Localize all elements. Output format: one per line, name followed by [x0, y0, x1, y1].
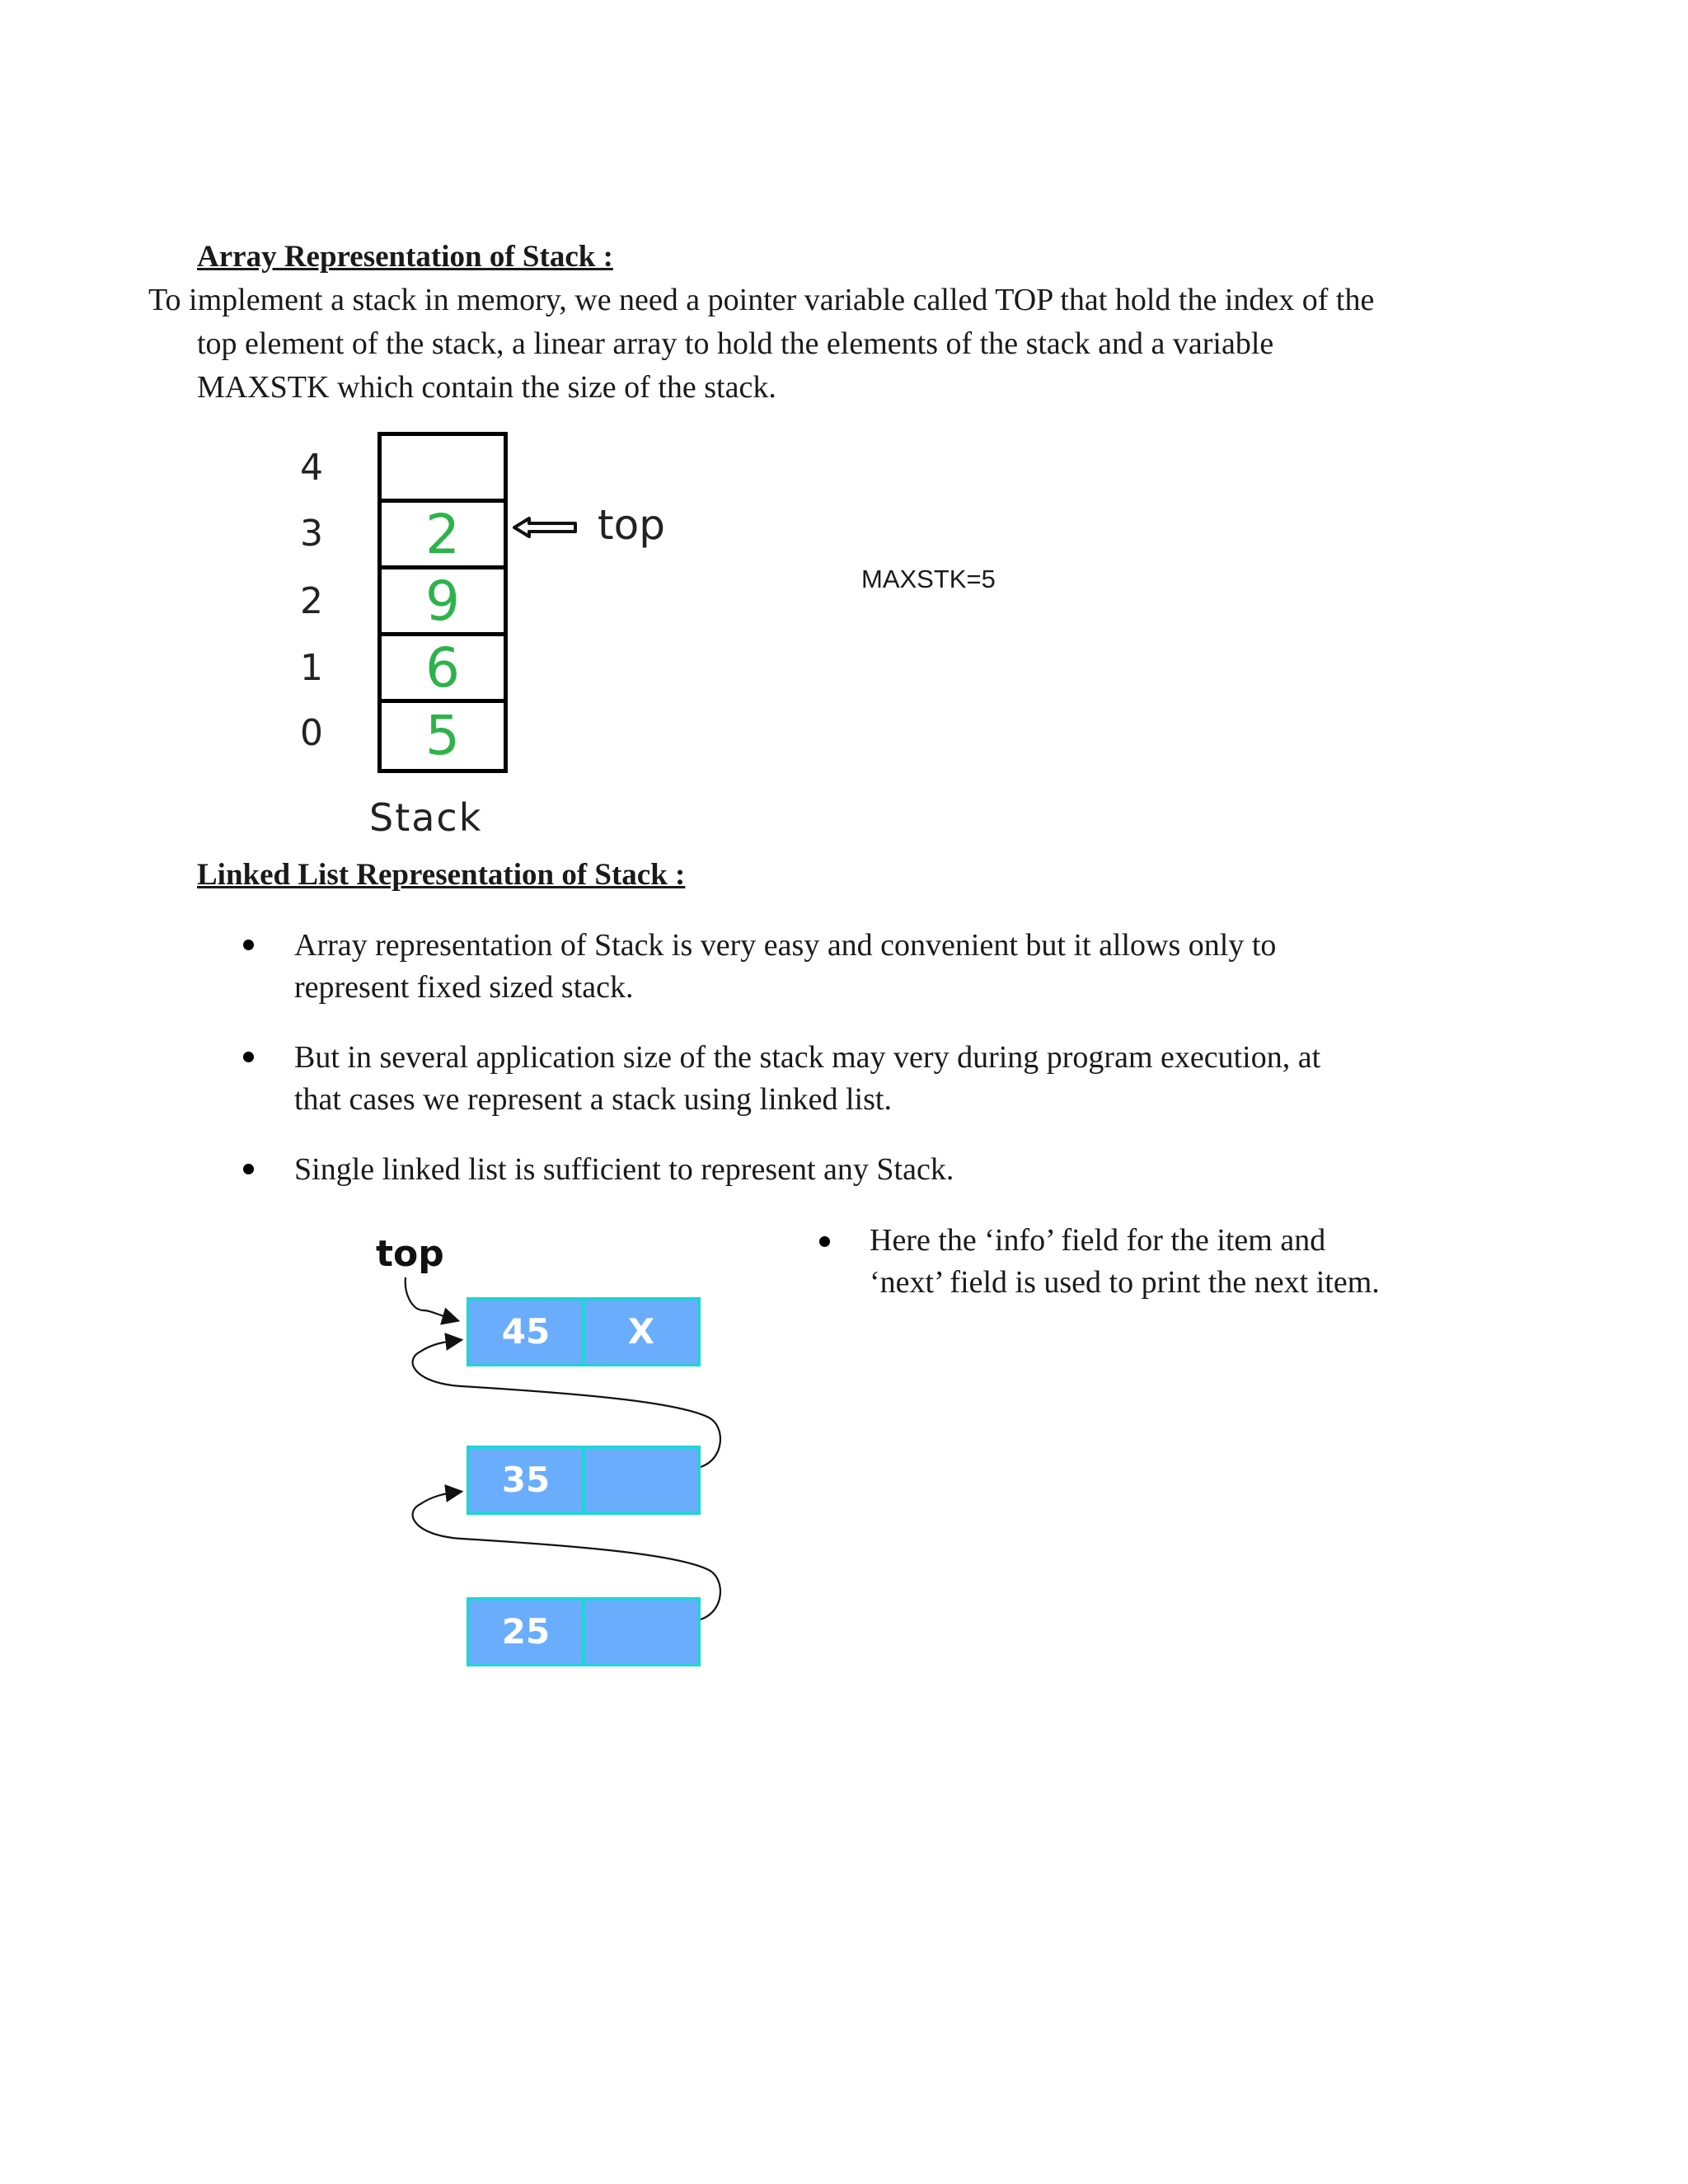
intro-line-2: top element of the stack, a linear array to hold the elements of the stack and a variable	[197, 326, 1274, 361]
index-label: 0	[300, 712, 323, 754]
bullet-item	[294, 925, 1531, 1009]
index-label: 2	[300, 580, 323, 622]
node-next-field	[585, 1601, 697, 1663]
index-label: 4	[300, 447, 323, 489]
intro-paragraph	[148, 279, 1550, 410]
side-bullet-item	[870, 1220, 1529, 1304]
maxstk-label: MAXSTK=5	[861, 565, 996, 593]
list-node	[467, 1597, 701, 1666]
section-heading-linked: Linked List Representation of Stack :	[197, 858, 686, 892]
stack-cell: 2	[382, 503, 504, 569]
node-info-field: 45	[470, 1301, 585, 1363]
bullet-line: Single linked list is sufficient to represent any Stack.	[294, 1152, 954, 1187]
node-next-field	[585, 1449, 697, 1511]
bullet-item	[294, 1149, 1531, 1191]
stack-caption: Stack	[369, 795, 483, 840]
bullet-line: represent fixed sized stack.	[294, 970, 634, 1005]
index-label: 3	[300, 513, 323, 555]
top-label: top	[376, 1233, 444, 1275]
intro-line-3: MAXSTK which contain the size of the stack.	[197, 370, 776, 405]
bullet-dot	[819, 1236, 830, 1247]
node-info-field: 35	[470, 1449, 585, 1511]
bullet-item	[294, 1037, 1531, 1121]
bullet-line: ‘next’ field is used to print the next item.	[870, 1265, 1380, 1300]
stack-cell	[382, 436, 504, 503]
bullet-line: Array representation of Stack is very easy and convenient but it allows only to	[294, 928, 1277, 963]
intro-line-1: To implement a stack in memory, we need a pointer variable called TOP that hold the index of the	[148, 283, 1375, 317]
bullet-line: that cases we represent a stack using linked list.	[294, 1082, 892, 1117]
bullet-dot	[243, 940, 254, 950]
left-arrow-icon	[513, 516, 579, 539]
stack-cell: 5	[425, 704, 460, 767]
bullet-line: But in several application size of the stack may very during program execution, at	[294, 1040, 1321, 1075]
section-heading-array: Array Representation of Stack :	[197, 240, 613, 274]
top-pointer-label: top	[598, 501, 665, 549]
bullet-dot	[243, 1052, 254, 1062]
stack-cell: 9	[382, 569, 504, 636]
stack-cell: 6	[382, 636, 504, 703]
bullet-line: Here the ‘info’ field for the item and	[870, 1223, 1326, 1258]
linked-list-figure	[363, 1228, 742, 1673]
bullet-dot	[243, 1164, 254, 1174]
node-next-field: X	[627, 1311, 655, 1352]
index-label: 1	[300, 647, 323, 689]
list-node	[467, 1297, 701, 1366]
stack-array	[377, 432, 508, 773]
array-stack-figure	[280, 429, 742, 849]
node-info-field: 25	[470, 1601, 585, 1663]
list-node	[467, 1446, 701, 1515]
